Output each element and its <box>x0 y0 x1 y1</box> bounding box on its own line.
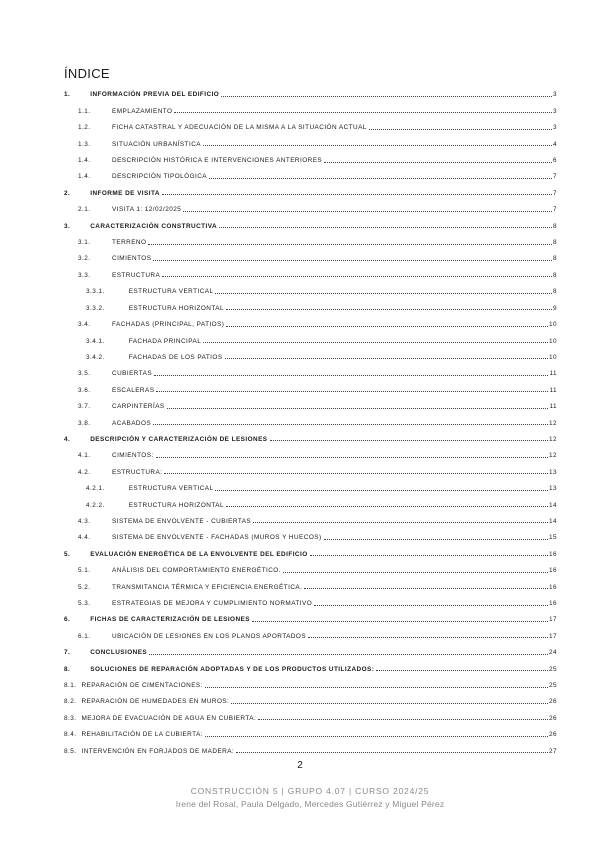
toc-entry[interactable] <box>64 410 557 426</box>
toc-entry-title: CONCLUSIONES <box>90 649 148 657</box>
toc-dot-leader <box>219 227 552 228</box>
toc-entry-title: TERRENO <box>112 239 147 247</box>
toc-entry-page: 15 <box>548 534 557 542</box>
toc-dot-leader <box>324 539 548 540</box>
toc-entry-title: ESCALERAS <box>112 386 155 394</box>
toc-entry-title: VISITA 1: 12/02/2025 <box>112 206 182 214</box>
toc-entry-page: 8 <box>552 288 557 296</box>
toc-entry-title: EVALUACIÓN ENERGÉTICA DE LA ENVOLVENTE DEL EDIFICIO <box>90 550 308 558</box>
toc-entry-page: 12 <box>548 435 557 443</box>
toc-entry-number: 1.4. <box>78 173 91 181</box>
toc-entry-page: 7 <box>552 206 557 214</box>
toc-dot-leader <box>308 637 548 638</box>
toc-entry[interactable] <box>64 509 557 525</box>
toc-entry-number: 2.1. <box>78 206 91 214</box>
toc-dot-leader <box>174 112 552 113</box>
toc-entry-number: 8.2. <box>64 698 77 706</box>
toc-entry-page: 8 <box>552 222 557 230</box>
toc-dot-leader <box>156 457 548 458</box>
toc-entry-number: 6.1. <box>78 632 91 640</box>
toc-entry-number: 3.6. <box>78 386 91 394</box>
toc-entry-number: 4.2.2. <box>86 501 105 509</box>
toc-entry-number: 3.4.2. <box>86 353 105 361</box>
toc-entry-title: CIMIENTOS: <box>112 452 154 460</box>
toc-dot-leader <box>148 244 552 245</box>
toc-entry-title: REPARACIÓN DE CIMENTACIONES: <box>81 682 203 690</box>
toc-entry-number: 4.2.1. <box>86 485 105 493</box>
toc-entry-title: ESTRUCTURA HORIZONTAL <box>128 501 224 509</box>
toc-dot-leader <box>162 276 552 277</box>
toc-entry-page: 7 <box>552 189 557 197</box>
toc-entry-title: DESCRIPCIÓN HISTÓRICA E INTERVENCIONES ANTERIORES <box>112 157 323 165</box>
toc-entry[interactable] <box>64 640 557 656</box>
toc-entry-page: 3 <box>552 124 557 132</box>
toc-entry-number: 8.5. <box>64 747 77 755</box>
table-of-contents <box>64 82 557 755</box>
toc-dot-leader <box>270 440 548 441</box>
toc-entry[interactable] <box>64 427 557 443</box>
toc-entry-number: 4. <box>64 435 71 443</box>
toc-entry-number: 5.2. <box>78 583 91 591</box>
toc-dot-leader <box>226 506 548 507</box>
toc-entry[interactable] <box>64 345 557 361</box>
toc-dot-leader <box>203 342 548 343</box>
toc-entry[interactable] <box>64 607 557 623</box>
toc-entry-title: ESTRUCTURA <box>112 271 161 279</box>
toc-entry-title: CIMIENTOS <box>112 255 152 263</box>
toc-entry-title: ANÁLISIS DEL COMPORTAMIENTO ENERGÉTICO. <box>112 567 281 575</box>
toc-entry-title: FICHAS DE CARACTERIZACIÓN DE LESIONES <box>90 616 250 624</box>
toc-entry-title: CUBIERTAS <box>112 370 153 378</box>
toc-dot-leader <box>221 96 552 97</box>
toc-entry-page: 13 <box>548 485 557 493</box>
toc-entry-page: 11 <box>549 386 557 394</box>
toc-dot-leader <box>324 162 552 163</box>
toc-dot-leader <box>162 194 552 195</box>
toc-entry-title: SITUACIÓN URBANÍSTICA <box>112 140 201 148</box>
toc-dot-leader <box>236 752 548 753</box>
toc-dot-leader <box>149 654 548 655</box>
toc-dot-leader <box>252 621 548 622</box>
toc-entry-number: 3.2. <box>78 255 91 263</box>
toc-dot-leader <box>156 391 548 392</box>
toc-entry-page: 24 <box>548 649 557 657</box>
toc-entry-title: FACHADAS DE LOS PATIOS <box>128 353 223 361</box>
footer-course-line: CONSTRUCCIÓN 5 | GRUPO 4.07 | CURSO 2024/25 <box>190 786 430 796</box>
toc-entry-page: 12 <box>548 452 557 460</box>
toc-dot-leader <box>183 211 552 212</box>
toc-entry-page: 7 <box>552 173 557 181</box>
toc-entry-title: INFORME DE VISITA <box>90 189 160 197</box>
toc-entry[interactable] <box>64 312 557 328</box>
toc-dot-leader <box>209 178 552 179</box>
toc-dot-leader <box>154 375 548 376</box>
toc-entry-page: 26 <box>548 714 557 722</box>
toc-entry-title: FACHADAS (PRINCIPAL, PATIOS) <box>112 321 225 329</box>
toc-entry-page: 17 <box>548 632 557 640</box>
toc-entry-page: 26 <box>548 698 557 706</box>
toc-entry-page: 16 <box>548 567 557 575</box>
toc-entry-page: 9 <box>552 304 557 312</box>
toc-entry-page: 6 <box>552 157 557 165</box>
toc-entry-page: 3 <box>552 107 557 115</box>
toc-entry-title: EMPLAZAMIENTO <box>112 107 173 115</box>
toc-entry-title: REPARACIÓN DE HUMEDADES EN MUROS: <box>81 698 230 706</box>
toc-dot-leader <box>205 736 548 737</box>
toc-dot-leader <box>283 572 548 573</box>
toc-entry-page: 25 <box>548 682 557 690</box>
toc-entry-number: 1.1. <box>78 107 91 115</box>
toc-entry-title: CARACTERIZACIÓN CONSTRUCTIVA <box>90 222 218 230</box>
toc-entry-number: 3.4.1. <box>86 337 105 345</box>
toc-entry[interactable] <box>64 197 557 213</box>
toc-dot-leader <box>215 293 552 294</box>
toc-entry-number: 2. <box>64 189 71 197</box>
toc-entry[interactable] <box>64 279 557 295</box>
toc-entry-title: MEJORA DE EVACUACIÓN DE AGUA EN CUBIERTA: <box>81 714 257 722</box>
toc-dot-leader <box>205 687 548 688</box>
toc-entry-number: 5.3. <box>78 600 91 607</box>
toc-entry[interactable] <box>64 673 557 689</box>
toc-entry-number: 8. <box>64 665 71 673</box>
toc-dot-leader <box>153 260 552 261</box>
toc-dot-leader <box>376 670 548 671</box>
toc-entry-number: 8.4. <box>64 731 77 739</box>
toc-entry-number: 4.4. <box>78 534 91 542</box>
toc-entry-title: ESTRATEGIAS DE MEJORA Y CUMPLIMIENTO NORMATIVO <box>112 600 313 607</box>
toc-entry[interactable] <box>64 738 557 754</box>
toc-entry-page: 16 <box>548 550 557 558</box>
toc-entry[interactable] <box>64 180 557 196</box>
footer-authors-line: Irene del Rosal, Paula Delgado, Mercedes Gutiérrez y Miguel Pérez <box>175 799 445 809</box>
toc-entry[interactable] <box>64 443 557 459</box>
toc-dot-leader <box>225 358 548 359</box>
toc-entry-page: 26 <box>548 731 557 739</box>
toc-entry[interactable] <box>64 689 557 705</box>
toc-entry[interactable] <box>64 82 557 98</box>
toc-dot-leader <box>310 555 548 556</box>
toc-entry[interactable] <box>64 574 557 590</box>
toc-entry-page: 10 <box>548 337 557 345</box>
toc-entry-title: FICHA CATASTRAL Y ADECUACIÓN DE LA MISMA A LA SITUACIÓN ACTUAL <box>112 124 367 132</box>
toc-entry-number: 3.8. <box>78 419 91 427</box>
toc-entry[interactable] <box>64 492 557 508</box>
toc-entry-number: 1. <box>64 91 71 99</box>
toc-entry-page: 14 <box>548 501 557 509</box>
toc-dot-leader <box>226 309 552 310</box>
toc-entry-number: 5.1. <box>78 567 91 575</box>
toc-entry[interactable] <box>64 131 557 147</box>
toc-entry-title: ESTRUCTURA: <box>112 468 163 476</box>
toc-dot-leader <box>226 326 548 327</box>
toc-entry-page: 8 <box>552 271 557 279</box>
toc-entry-title: ESTRUCTURA VERTICAL <box>128 485 214 493</box>
toc-entry-title: INFORMACIÓN PREVIA DEL EDIFICIO <box>90 91 220 99</box>
toc-dot-leader <box>314 605 548 606</box>
toc-entry-page: 11 <box>549 403 557 411</box>
toc-dot-leader <box>258 719 548 720</box>
toc-entry[interactable] <box>64 459 557 475</box>
toc-entry[interactable] <box>64 623 557 639</box>
toc-entry-page: 17 <box>548 616 557 624</box>
toc-entry[interactable] <box>64 262 557 278</box>
toc-entry-page: 12 <box>548 419 557 427</box>
page-title: ÍNDICE <box>64 66 110 81</box>
toc-entry-number: 4.3. <box>78 517 91 525</box>
toc-dot-leader <box>153 424 548 425</box>
toc-dot-leader <box>304 588 548 589</box>
toc-entry-page: 27 <box>548 747 557 755</box>
toc-entry-page: 13 <box>548 468 557 476</box>
toc-entry-number: 8.1. <box>64 682 77 690</box>
toc-entry[interactable] <box>64 656 557 672</box>
toc-entry-page: 14 <box>548 517 557 525</box>
toc-entry[interactable] <box>64 98 557 114</box>
toc-entry-number: 3.1. <box>78 239 91 247</box>
toc-entry-page: 16 <box>548 583 557 591</box>
toc-dot-leader <box>369 129 552 130</box>
toc-entry-title: TRANSMITANCIA TÉRMICA Y EFICIENCIA ENERGÉTICA. <box>112 583 303 591</box>
toc-entry-number: 3. <box>64 222 71 230</box>
toc-entry[interactable] <box>64 164 557 180</box>
toc-entry[interactable] <box>64 246 557 262</box>
toc-entry[interactable] <box>64 705 557 721</box>
toc-entry-number: 3.4. <box>78 321 91 329</box>
toc-dot-leader <box>253 522 548 523</box>
toc-entry-page: 8 <box>552 239 557 247</box>
toc-entry-title: REHABILITACIÓN DE LA CUBIERTA: <box>81 731 203 739</box>
toc-entry[interactable] <box>64 558 557 574</box>
toc-entry-number: 3.5. <box>78 370 91 378</box>
toc-entry-page: 16 <box>548 600 557 607</box>
toc-entry-title: SISTEMA DE ENVOLVENTE - CUBIERTAS <box>112 517 252 525</box>
toc-entry[interactable] <box>64 541 557 557</box>
toc-entry-number: 3.3. <box>78 271 91 279</box>
toc-entry-number: 1.4. <box>78 157 91 165</box>
toc-dot-leader <box>164 473 548 474</box>
toc-entry[interactable] <box>64 115 557 131</box>
toc-entry-page: 25 <box>548 665 557 673</box>
toc-dot-leader <box>231 703 548 704</box>
toc-entry-number: 1.3. <box>78 140 91 148</box>
toc-entry[interactable] <box>64 394 557 410</box>
toc-entry-number: 7. <box>64 649 71 657</box>
toc-entry-number: 4.2. <box>78 468 91 476</box>
toc-entry[interactable] <box>64 476 557 492</box>
toc-entry[interactable] <box>64 722 557 738</box>
toc-entry-number: 3.3.2. <box>86 304 105 312</box>
page-number: 2 <box>297 760 303 771</box>
toc-entry-page: 10 <box>548 321 557 329</box>
toc-entry-number: 5. <box>64 550 71 558</box>
toc-entry-number: 3.7. <box>78 403 91 411</box>
toc-entry-title: INTERVENCIÓN EN FORJADOS DE MADERA: <box>81 747 235 755</box>
toc-entry[interactable] <box>64 230 557 246</box>
toc-entry-number: 8.3. <box>64 714 77 722</box>
toc-entry-title: CARPINTERÍAS <box>112 403 165 411</box>
toc-entry[interactable] <box>64 377 557 393</box>
toc-entry-number: 3.3.1. <box>86 288 105 296</box>
toc-entry-number: 1.2. <box>78 124 91 132</box>
toc-entry[interactable] <box>64 295 557 311</box>
toc-dot-leader <box>203 145 552 146</box>
toc-entry[interactable] <box>64 525 557 541</box>
toc-dot-leader <box>167 408 549 409</box>
toc-entry[interactable] <box>64 328 557 344</box>
toc-entry-title: ESTRUCTURA HORIZONTAL <box>128 304 224 312</box>
toc-entry-number: 6. <box>64 616 71 624</box>
toc-entry-title: DESCRIPCIÓN Y CARACTERIZACIÓN DE LESIONES <box>90 435 268 443</box>
toc-entry-title: UBICACIÓN DE LESIONES EN LOS PLANOS APORTADOS <box>112 632 307 640</box>
toc-entry-title: DESCRIPCIÓN TIPOLÓGICA <box>112 173 208 181</box>
toc-entry-title: SISTEMA DE ENVOLVENTE - FACHADAS (MUROS Y HUECOS) <box>112 534 322 542</box>
toc-entry[interactable] <box>64 361 557 377</box>
toc-entry[interactable] <box>64 591 557 607</box>
toc-entry[interactable] <box>64 148 557 164</box>
toc-entry-title: FACHADA PRINCIPAL <box>128 337 202 345</box>
toc-entry[interactable] <box>64 213 557 229</box>
toc-entry-title: ESTRUCTURA VERTICAL <box>128 288 214 296</box>
toc-entry-page: 10 <box>548 353 557 361</box>
toc-entry-page: 4 <box>552 140 557 148</box>
toc-entry-page: 8 <box>552 255 557 263</box>
toc-entry-page: 11 <box>549 370 557 378</box>
toc-dot-leader <box>215 490 548 491</box>
toc-entry-page: 3 <box>552 91 557 99</box>
toc-entry-title: ACABADOS <box>112 419 152 427</box>
toc-entry-title: SOLUCIONES DE REPARACIÓN ADOPTADAS Y DE LOS PRODUCTOS UTILIZADOS: <box>90 665 375 673</box>
toc-entry-number: 4.1. <box>78 452 91 460</box>
